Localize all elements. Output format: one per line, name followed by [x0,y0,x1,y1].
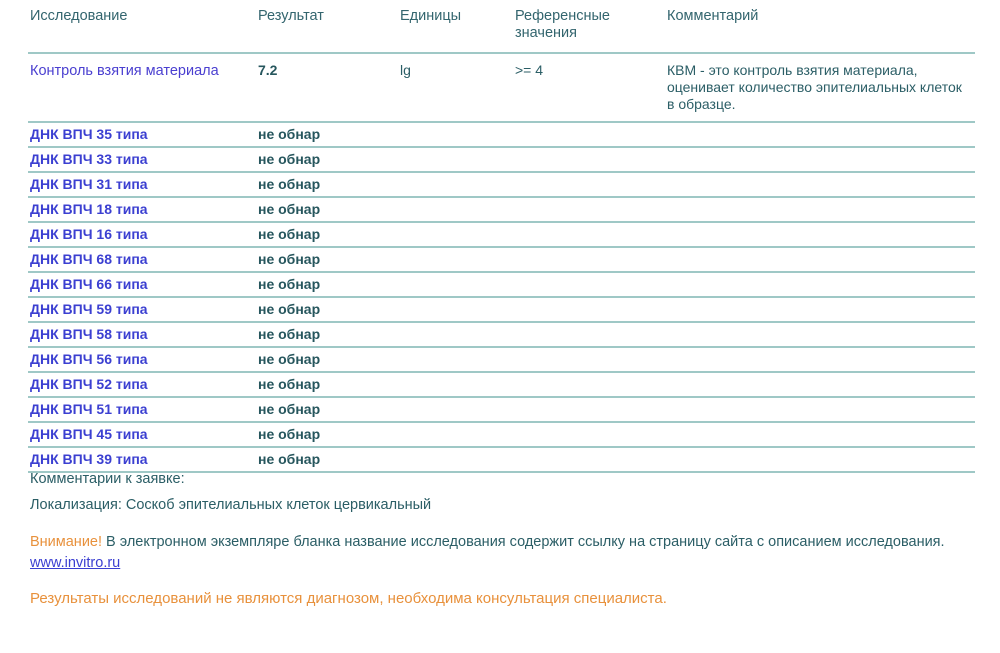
cell-study [28,322,256,347]
table-row [28,247,975,272]
cell-reference [513,247,665,272]
study-name-link[interactable]: ДНК ВПЧ 35 типа [30,126,148,142]
cell-reference [513,272,665,297]
cell-study [28,222,256,247]
cell-reference [513,347,665,372]
cell-comment [665,147,975,172]
study-name-link[interactable]: ДНК ВПЧ 31 типа [30,176,148,192]
cell-units [398,197,513,222]
cell-result: не обнар [256,322,398,347]
cell-units [398,172,513,197]
study-name-link[interactable]: ДНК ВПЧ 58 типа [30,326,148,342]
study-name-link[interactable]: ДНК ВПЧ 52 типа [30,376,148,392]
column-header-reference: Референсные значения [513,0,665,53]
cell-result: не обнар [256,197,398,222]
cell-comment [665,172,975,197]
cell-result: не обнар [256,172,398,197]
study-name-link[interactable]: ДНК ВПЧ 33 типа [30,151,148,167]
table-row [28,422,975,447]
study-name-link[interactable]: ДНК ВПЧ 66 типа [30,276,148,292]
study-name-link[interactable]: Контроль взятия материала [30,63,219,79]
cell-result: не обнар [256,297,398,322]
cell-reference [513,147,665,172]
cell-comment [665,372,975,397]
column-header-result: Результат [256,0,398,53]
cell-units [398,422,513,447]
localization-line: Локализация: Соскоб эпителиальных клеток цервикальный [30,497,432,513]
cell-reference: >= 4 [513,53,665,122]
cell-study [28,197,256,222]
request-comments-title: Комментарии к заявке: [30,471,185,487]
cell-units [398,297,513,322]
study-name-link[interactable]: ДНК ВПЧ 16 типа [30,226,148,242]
cell-reference [513,322,665,347]
notice-text: В электронном экземпляре бланка название исследования содержит ссылку на страницу сайта с описанием исследования. [102,534,945,550]
cell-comment: КВМ - это контроль взятия материала, оценивает количество эпителиальных клеток в образце. [665,53,975,122]
table-row [28,197,975,222]
cell-reference [513,422,665,447]
cell-comment [665,397,975,422]
cell-study [28,397,256,422]
study-name-link[interactable]: ДНК ВПЧ 45 типа [30,426,148,442]
cell-result: не обнар [256,122,398,147]
cell-result: не обнар [256,347,398,372]
cell-result: не обнар [256,397,398,422]
study-name-link[interactable]: ДНК ВПЧ 56 типа [30,351,148,367]
table-header [28,0,975,53]
results-table [28,0,975,473]
cell-study [28,247,256,272]
footer-notes [30,466,980,609]
cell-comment [665,297,975,322]
cell-study [28,147,256,172]
cell-comment [665,247,975,272]
study-name-link[interactable]: ДНК ВПЧ 18 типа [30,201,148,217]
cell-units [398,397,513,422]
cell-comment [665,422,975,447]
cell-study [28,53,256,122]
cell-study [28,347,256,372]
study-name-link[interactable]: ДНК ВПЧ 39 типа [30,451,148,467]
cell-result: не обнар [256,447,398,472]
cell-reference [513,222,665,247]
cell-comment [665,197,975,222]
table-header-row [28,0,975,53]
notice-block [30,532,980,573]
cell-study [28,272,256,297]
study-name-link[interactable]: ДНК ВПЧ 68 типа [30,251,148,267]
attention-label: Внимание! [30,534,103,550]
cell-reference [513,172,665,197]
table-row [28,122,975,147]
cell-reference [513,297,665,322]
cell-units [398,372,513,397]
invitro-site-link[interactable]: www.invitro.ru [30,555,121,571]
table-row [28,147,975,172]
table-row [28,172,975,197]
cell-result: 7.2 [256,53,398,122]
cell-comment [665,272,975,297]
column-header-comment: Комментарий [665,0,975,53]
cell-result: не обнар [256,247,398,272]
cell-result: не обнар [256,222,398,247]
cell-study [28,297,256,322]
cell-comment [665,122,975,147]
study-name-link[interactable]: ДНК ВПЧ 59 типа [30,301,148,317]
cell-study [28,422,256,447]
cell-units [398,272,513,297]
table-body [28,53,975,472]
cell-units: lg [398,53,513,122]
cell-study [28,122,256,147]
table-row [28,397,975,422]
table-row [28,272,975,297]
table-row [28,222,975,247]
cell-reference [513,397,665,422]
cell-result: не обнар [256,422,398,447]
cell-comment [665,222,975,247]
table-row [28,347,975,372]
cell-result: не обнар [256,147,398,172]
cell-result: не обнар [256,272,398,297]
table-row [28,53,975,122]
table-row [28,322,975,347]
cell-units [398,222,513,247]
cell-reference [513,372,665,397]
cell-study [28,172,256,197]
cell-units [398,122,513,147]
cell-result: не обнар [256,372,398,397]
cell-comment [665,347,975,372]
table-row [28,297,975,322]
table-row [28,372,975,397]
disclaimer-text: Результаты исследований не являются диагнозом, необходима консультация специалиста. [30,590,667,607]
cell-units [398,322,513,347]
study-name-link[interactable]: ДНК ВПЧ 51 типа [30,401,148,417]
cell-comment [665,322,975,347]
column-header-study: Исследование [28,0,256,53]
cell-study [28,372,256,397]
cell-reference [513,122,665,147]
column-header-units: Единицы [398,0,513,53]
cell-units [398,347,513,372]
cell-reference [513,197,665,222]
cell-units [398,247,513,272]
cell-units [398,147,513,172]
